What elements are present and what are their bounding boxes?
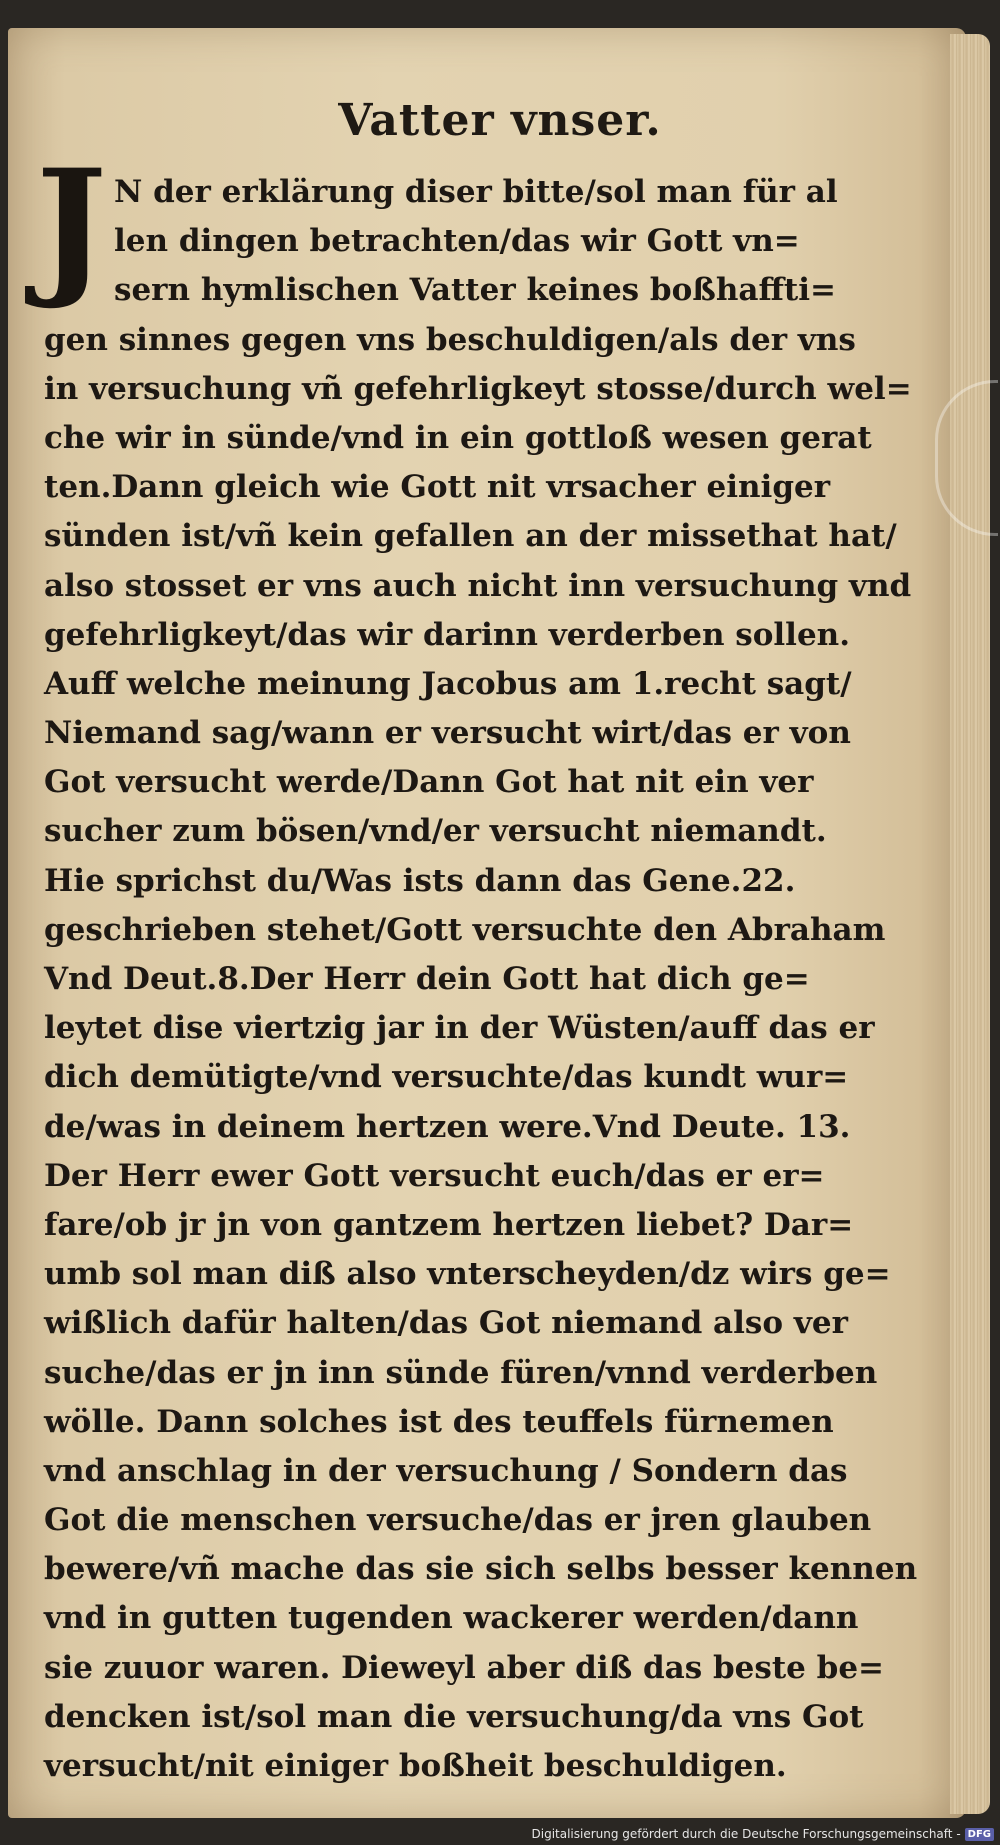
text-line: N der erklärung diser bitte/sol man für al	[114, 174, 838, 210]
text-line: geschrieben stehet/Gott versuchte den Abraham	[44, 911, 886, 948]
page-edges	[950, 34, 990, 1814]
text-line: sie zuuor waren. Dieweyl aber diß das beste be=	[44, 1649, 885, 1686]
text-line: in versuchung vñ gefehrligkeyt stosse/durch wel=	[44, 370, 912, 407]
page-title: Vatter vnser.	[338, 95, 662, 146]
text-line: Got versucht werde/Dann Got hat nit ein ver	[44, 764, 814, 801]
text-line: Auff welche meinung Jacobus am 1.recht sagt/	[44, 665, 852, 702]
text-line: gen sinnes gegen vns beschuldigen/als der vns	[44, 321, 856, 358]
text-line: sern hymlischen Vatter keines boßhaffti=	[114, 272, 836, 309]
text-line: wißlich dafür halten/das Got niemand also ver	[44, 1305, 848, 1342]
text-line: dich demütigte/vnd versuchte/das kundt wur=	[44, 1059, 849, 1096]
dfg-logo: DFG	[965, 1828, 994, 1841]
text-line: len dingen betrachten/das wir Gott vn=	[114, 223, 800, 260]
text-line: leytet dise viertzig jar in der Wüsten/auff das er	[44, 1010, 875, 1047]
text-line: ten.Dann gleich wie Gott nit vrsacher einiger	[44, 469, 831, 506]
text-line: bewere/vñ mache das sie sich selbs besser kennen	[44, 1551, 918, 1588]
body-text	[44, 168, 918, 1791]
text-line: vnd in gutten tugenden wackerer werden/dann	[44, 1600, 859, 1637]
text-line: Der Herr ewer Gott versucht euch/das er er=	[44, 1157, 825, 1194]
text-line: versucht/nit einiger boßheit beschuldigen.	[44, 1748, 787, 1784]
text-line: che wir in sünde/vnd in ein gottloß wesen gerat	[44, 419, 872, 456]
footer-credit	[532, 1827, 995, 1841]
text-line: Vnd Deut.8.Der Herr dein Gott hat dich ge=	[44, 961, 810, 997]
text-line: sucher zum bösen/vnd/er versucht niemandt.	[44, 813, 827, 850]
footer-credit-text: Digitalisierung gefördert durch die Deutsche Forschungsgemeinschaft -	[531, 1827, 961, 1841]
text-line: suche/das er jn inn sünde füren/vnnd verderben	[44, 1354, 878, 1391]
text-line: also stosset er vns auch nicht inn versuchung vnd	[44, 567, 912, 604]
drop-initial: J	[36, 137, 107, 313]
text-line: Hie sprichst du/Was ists dann das Gene.22.	[44, 862, 796, 899]
text-line: de/was in deinem hertzen were.Vnd Deute. 13.	[44, 1108, 851, 1145]
text-line: wölle. Dann solches ist des teuffels fürnemen	[44, 1403, 834, 1440]
text-line: vnd anschlag in der versuchung / Sondern das	[44, 1452, 848, 1489]
text-line: Got die menschen versuche/das er jren glauben	[44, 1502, 872, 1539]
text-line: gefehrligkeyt/das wir darinn verderben sollen.	[44, 616, 851, 653]
text-line: fare/ob jr jn von gantzem hertzen liebet? Dar=	[44, 1206, 854, 1243]
text-line: dencken ist/sol man die versuchung/da vns Got	[44, 1698, 864, 1735]
text-line: sünden ist/vñ kein gefallen an der missethat hat/	[44, 518, 897, 555]
text-line: umb sol man diß also vnterscheyden/dz wirs ge=	[44, 1256, 891, 1293]
text-line: Niemand sag/wann er versucht wirt/das er von	[44, 715, 851, 752]
